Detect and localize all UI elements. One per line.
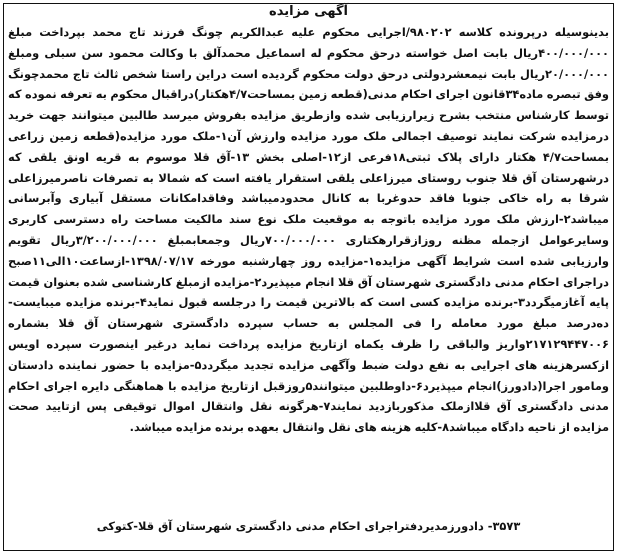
notice-body: بدینوسیله درپرونده کلاسه ۹۸۰۲۰۲/اجرایی محکوم علیه عبدالکریم چونگ فرزند تاج محمد بپرداخت مبلغ ۴۰۰/۰۰۰/۰۰۰ریال بابت اصل خواسته درحق محکوم له اسماعیل محمدآلق با وکالت محمود سن سبلی ومبلغ ۲۰/۰۰۰/۰۰۰ریال بابت نیمعشردولتی درحق دولت محکوم گردیده است دراین راستا شخص ثالث تاج محمدچونگ وفق تبصره ماده۳۴قانون اجرای احکام مدنی(قطعه زمین بمساحت۴/۷هکتار)دراقبال محکوم به تعرفه نموده که توسط کارشناس منتخب بشرح زیرارزیابی شده وازطریق مزایده بفروش میرسد طالبین میتوانند جهت خرید درمزایده شرکت نمایند توصیف اجمالی ملک مورد مزایده وارزش آن۱-ملک مورد مزایده(قطعه زمین زراعی بمساحت۴/۷ هکتار دارای پلاک ثبتی۱۸فرعی از۱۲-اصلی بخش ۱۳-آق قلا موسوم به قریه اونق یلقی که درشهرستان آق قلا جنوب روستای میرزاعلی یلقی استقرار یافته است که شمالا به تصرفات ناصرمیرزاعلی شرقا به راه خاکی جنوبا فاقد حدوغربا به کانال محدودمیباشد وفاقدامکانات مستقل آبیاری وآبرسانی میباشد۲-ارزش ملک مورد مزایده باتوجه به موقعیت ملک نوع سند مالکیت مساحت راه دسترسی کاربری وسایرعوامل ازجمله مظنه روزازقرارهکتاری ۷۰۰/۰۰۰/۰۰۰ریال وجمعابمبلغ ۳/۲۰۰/۰۰۰/۰۰۰ریال تقویم وارزیابی شده است شرایط آگهی مزایده۱-مزایده روز چهارشنبه مورخه ۱۳۹۸/۰۷/۱۷-ازساعت۱۰الی۱۱صبح دراجرای احکام مدنی دادگستری شهرستان آق قلا انجام میپذیرد۲-مزایده ازمبلغ کارشناسی شده بعنوان قیمت پایه آغازمیگردد۳-برنده مزایده کسی است که بالاترین قیمت را درجلسه قبول نماید۴-برنده مزایده میبایست-ده‌درصد مبلغ مورد معامله را فی المجلس به حساب سپرده دادگستری شهرستان آق قلا بشماره ۲۱۷۱۲۹۴۴۷۰۰۶واریز والباقی را ظرف یکماه ازتاریخ مزایده پرداخت نماید درغیر اینصورت سپرده اویس ازکسرهزینه های اجرایی به نفع دولت ضبط وآگهی مزایده تجدید میگردد۵-مزایده با حضور نماینده دادستان ومامور اجرا(دادورز)انجام میپذیرد۶-داوطلبین میتوانند۵روزقبل ازتاریخ مزایده با هماهنگی دایره اجرای احکام مدنی دادگستری آق قلاازملک مذکوربازدید نمایند۷-هرگونه نقل وانتقال اموال توقیفی پس ازتایید صحت مزایده از ناحیه دادگاه میباشد۸-کلیه هزینه های نقل وانتقال بعهده برنده مزایده میباشد. [8,25,610,435]
notice-signature: ۳۵۷۳- دادورزمدیردفتراجرای احکام مدنی دادگستری شهرستان آق قلا-کتوکی [96,519,521,533]
notice-title: آگهی مزایده [269,4,348,19]
